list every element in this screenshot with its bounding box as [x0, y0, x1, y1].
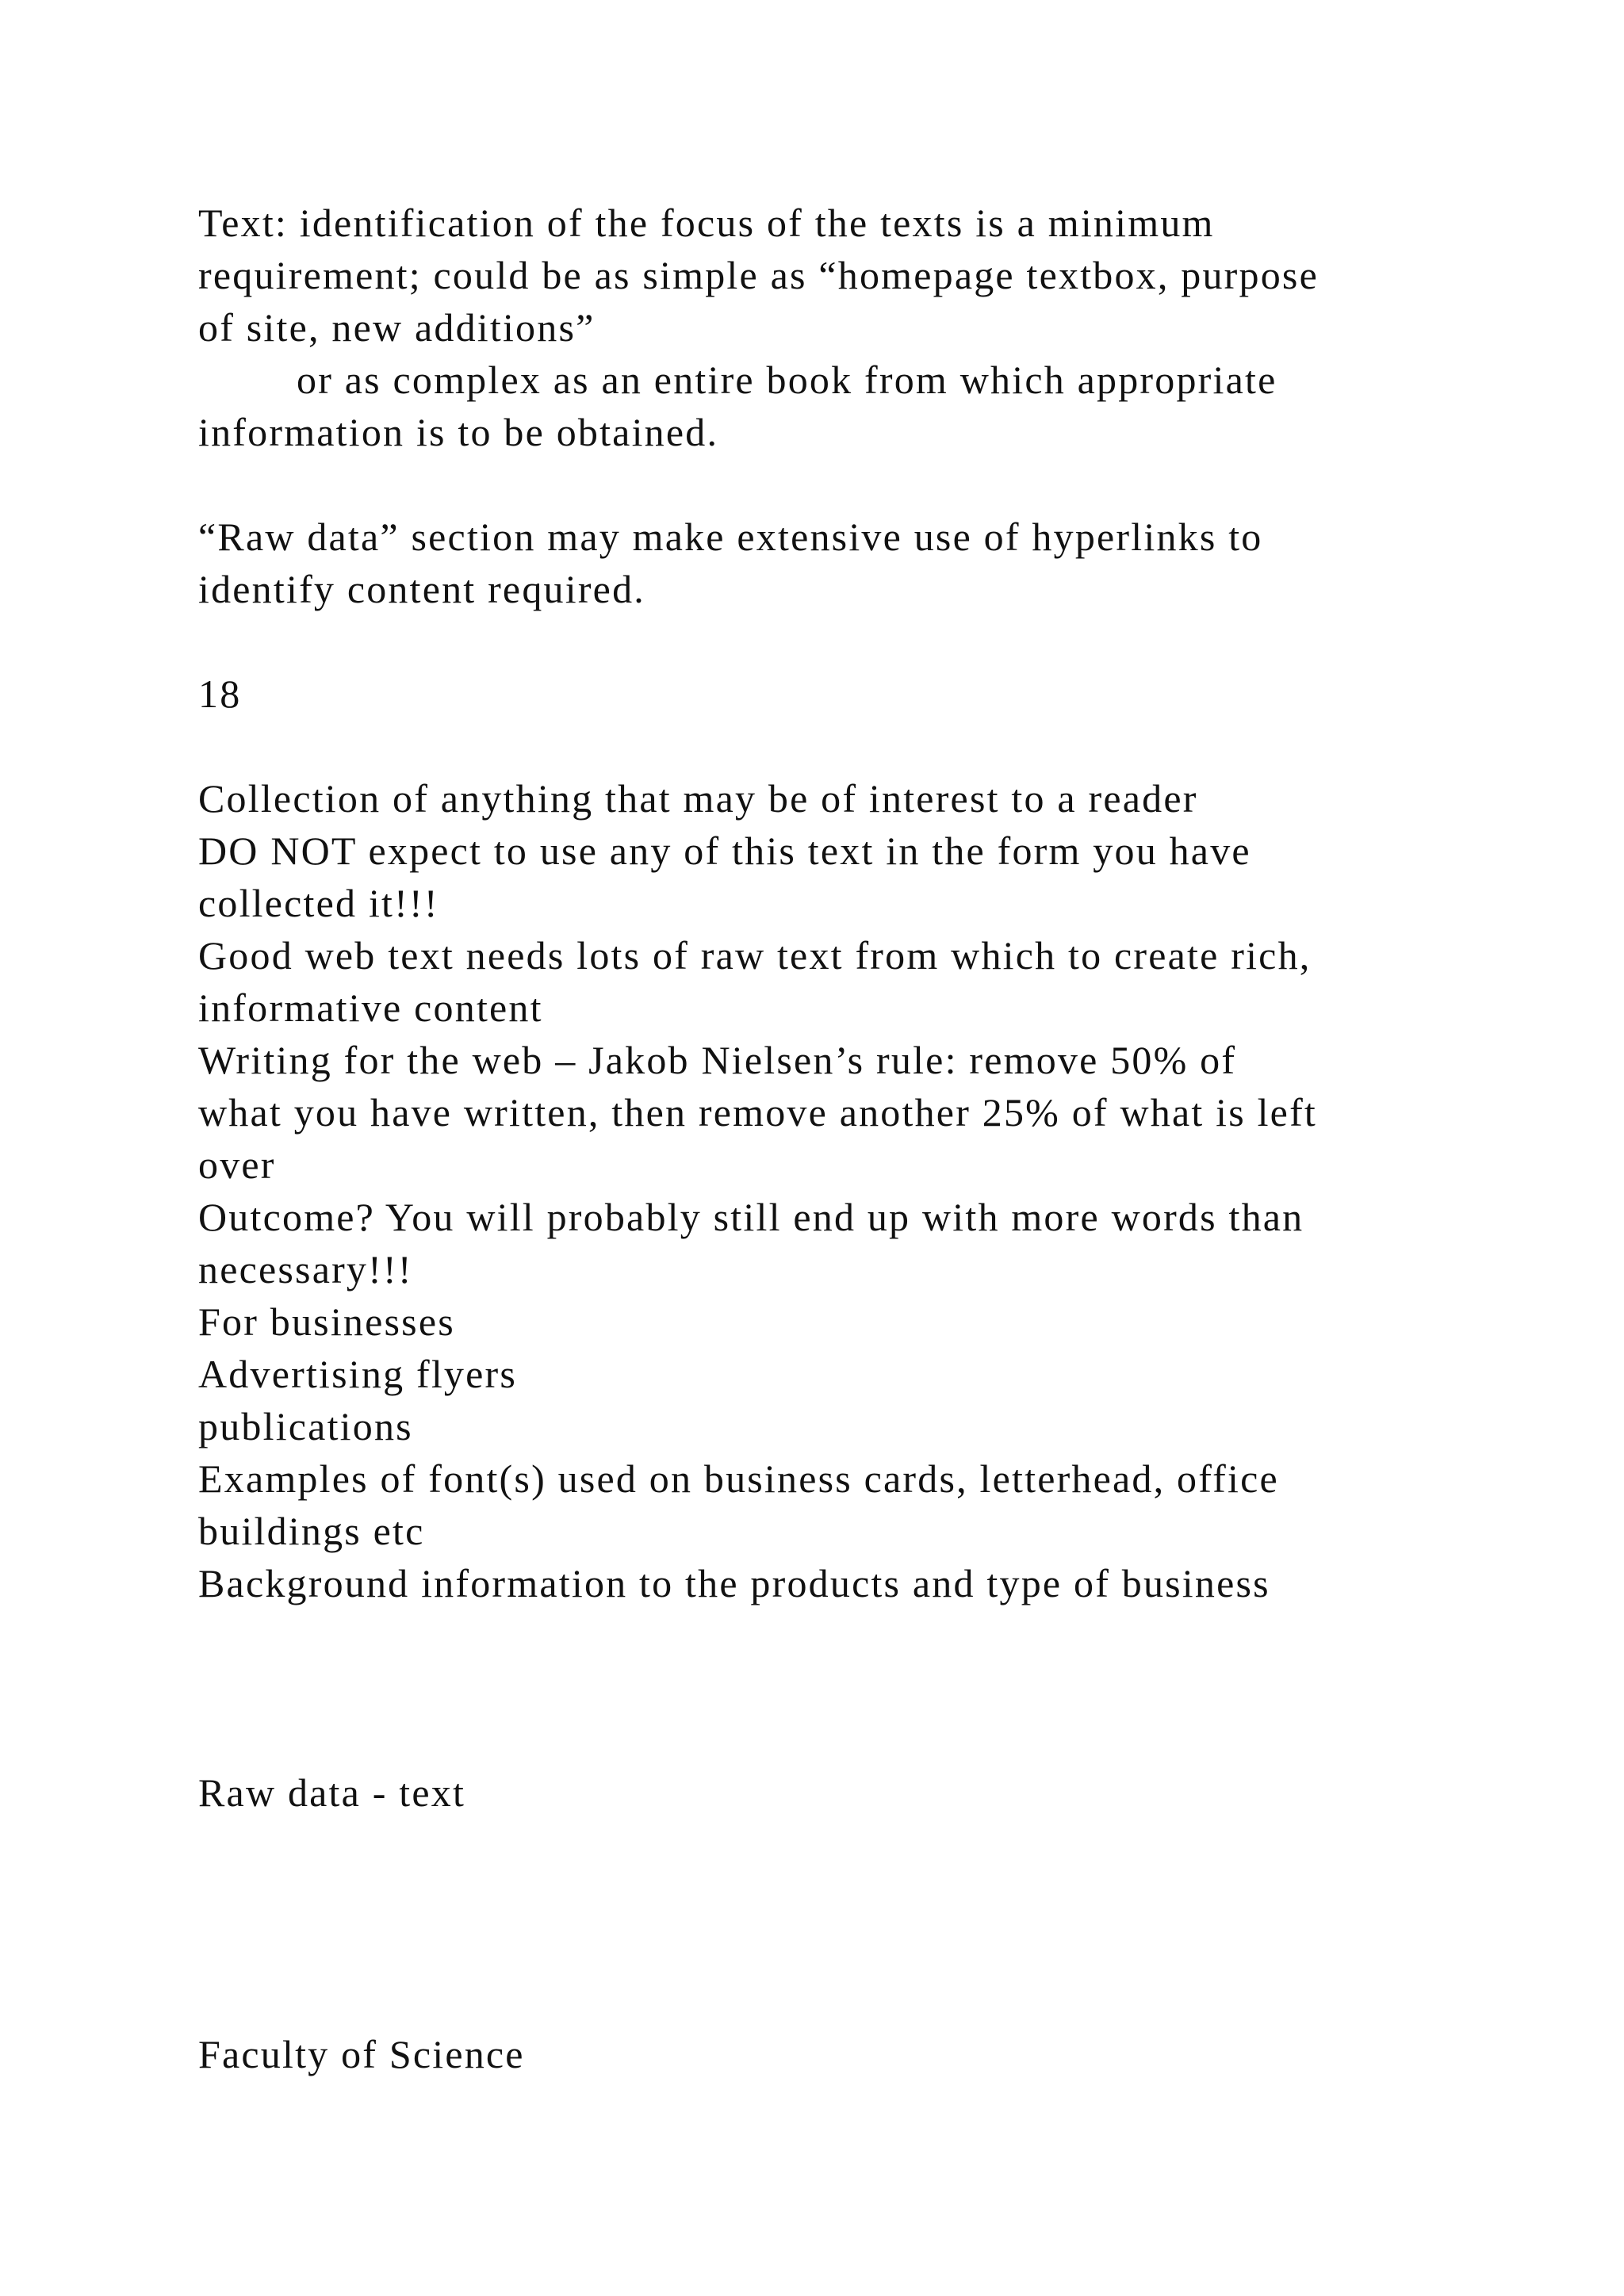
paragraph-line: Text: identification of the focus of the texts is a minimum	[198, 201, 1215, 245]
page-number: 18	[198, 672, 242, 716]
bullet-line: buildings etc	[198, 1509, 425, 1553]
bullet-line: DO NOT expect to use any of this text in the form you have	[198, 828, 1251, 873]
bullet-line: collected it!!!	[198, 881, 439, 925]
paragraph-line: of site, new additions”	[198, 305, 596, 350]
footer-text: Faculty of Science	[198, 2032, 525, 2076]
paragraph-line: information is to be obtained.	[198, 410, 719, 454]
bullet-line: For businesses	[198, 1299, 455, 1344]
bullet-line: Outcome? You will probably still end up with more words than	[198, 1195, 1304, 1239]
bullet-line: necessary!!!	[198, 1247, 413, 1292]
bullet-line: Writing for the web – Jakob Nielsen’s rule: remove 50% of	[198, 1038, 1237, 1082]
bullet-line: Examples of font(s) used on business cards, letterhead, office	[198, 1456, 1279, 1501]
bullet-line: publications	[198, 1404, 413, 1448]
bullet-line: what you have written, then remove another 25% of what is left	[198, 1090, 1318, 1135]
slide-title: Raw data - text	[198, 1770, 466, 1815]
bullet-line: informative content	[198, 985, 543, 1030]
bullet-line: Good web text needs lots of raw text from which to create rich,	[198, 933, 1312, 978]
paragraph-line: “Raw data” section may make extensive use of hyperlinks to	[198, 515, 1263, 559]
paragraph-line: requirement; could be as simple as “homepage textbox, purpose	[198, 253, 1319, 297]
bullet-line: over	[198, 1142, 276, 1187]
paragraph-line: identify content required.	[198, 567, 645, 611]
bullet-line: Advertising flyers	[198, 1352, 518, 1396]
bullet-line: Background information to the products and type of business	[198, 1561, 1270, 1605]
paragraph-line: or as complex as an entire book from which appropriate	[297, 358, 1277, 402]
bullet-line: Collection of anything that may be of interest to a reader	[198, 776, 1198, 821]
